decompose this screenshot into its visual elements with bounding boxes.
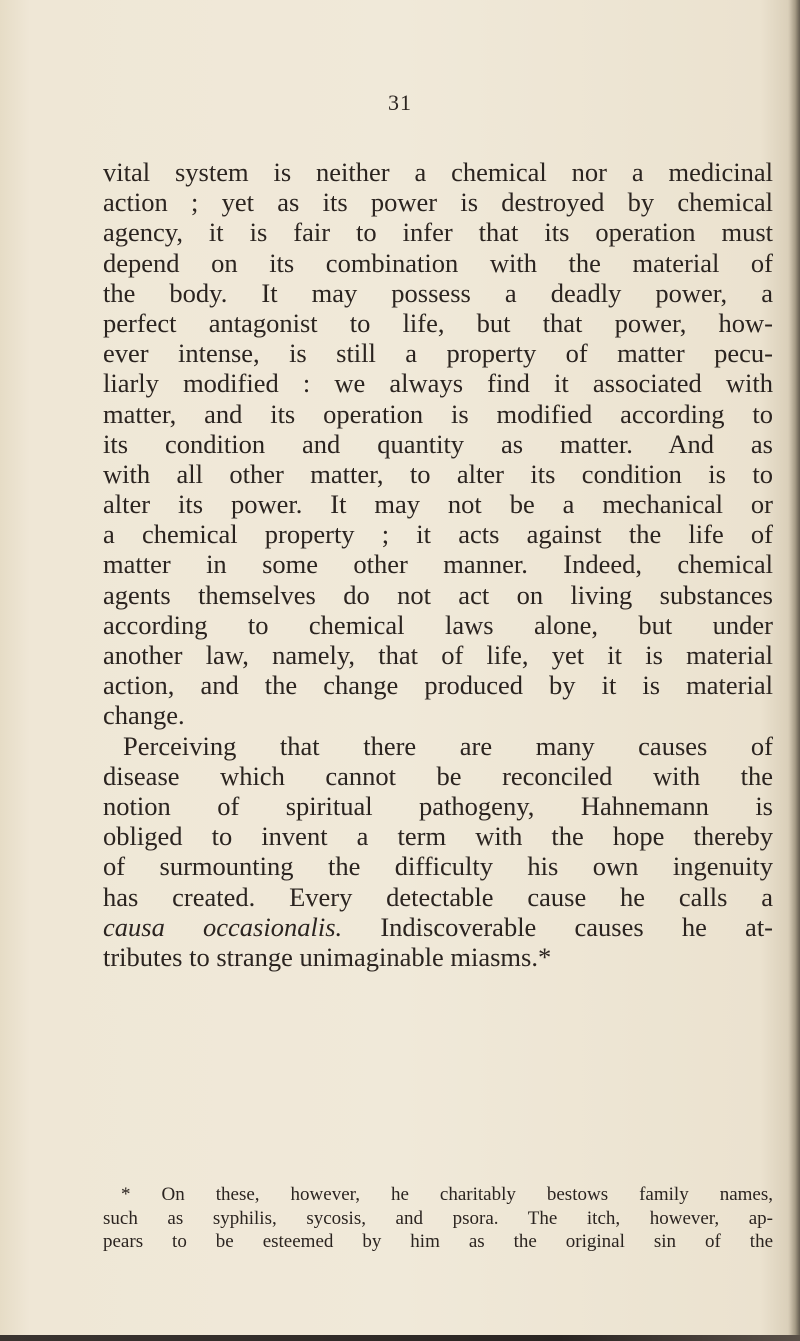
text-line: liarly modified : we always find it associated with xyxy=(103,368,773,399)
text-line: its condition and quantity as matter. And as xyxy=(103,428,773,459)
footnote-line: such as syphilis, sycosis, and psora. The itch, however, ap- xyxy=(103,1207,773,1229)
text-line: action ; yet as its power is destroyed by chemical xyxy=(103,187,773,218)
footnote-line: * On these, however, he charitably bestows family names, xyxy=(121,1184,773,1205)
text-line: of surmounting the difficulty his own ingenuity xyxy=(103,851,773,882)
italic-term: causa occasionalis. xyxy=(103,911,343,942)
text-fragment: Indiscoverable causes he at- xyxy=(342,911,774,942)
text-line: matter, and its operation is modified according to xyxy=(103,398,773,429)
text-line: matter in some other manner. Indeed, chemical xyxy=(103,549,773,580)
text-line: agents themselves do not act on living substances xyxy=(103,579,773,610)
footnote xyxy=(103,1183,773,1254)
text-line: ever intense, is still a property of matter pecu- xyxy=(103,338,773,369)
text-line: tributes to strange unimaginable miasms.* xyxy=(103,941,552,972)
text-line: depend on its combination with the material of xyxy=(103,247,773,278)
text-line: with all other matter, to alter its condition is to xyxy=(103,458,773,489)
text-line xyxy=(103,912,773,942)
page-edge-shadow xyxy=(788,0,800,1341)
text-line: another law, namely, that of life, yet it is material xyxy=(103,640,773,670)
text-line: disease which cannot be reconciled with the xyxy=(103,760,773,791)
footnote-line: pears to be esteemed by him as the original sin of the xyxy=(103,1231,773,1252)
text-line: vital system is neither a chemical nor a medicinal xyxy=(103,157,773,187)
text-line: alter its power. It may not be a mechanical or xyxy=(103,489,773,520)
text-line: a chemical property ; it acts against the life of xyxy=(103,519,773,550)
text-line: agency, it is fair to infer that its operation must xyxy=(103,217,773,248)
text-line: obliged to invent a term with the hope thereby xyxy=(103,821,773,852)
text-line: according to chemical laws alone, but under xyxy=(103,609,773,640)
text-line: Perceiving that there are many causes of xyxy=(123,730,773,761)
text-line: action, and the change produced by it is material xyxy=(103,670,773,701)
text-line: perfect antagonist to life, but that power, how- xyxy=(103,307,773,338)
body-text xyxy=(103,157,773,972)
page-number: 31 xyxy=(388,90,412,115)
text-line: the body. It may possess a deadly power, a xyxy=(103,277,773,308)
page-bottom-edge xyxy=(0,1335,800,1341)
text-line: notion of spiritual pathogeny, Hahnemann is xyxy=(103,790,773,821)
text-line: has created. Every detectable cause he calls a xyxy=(103,881,773,912)
text-line: change. xyxy=(103,700,185,731)
